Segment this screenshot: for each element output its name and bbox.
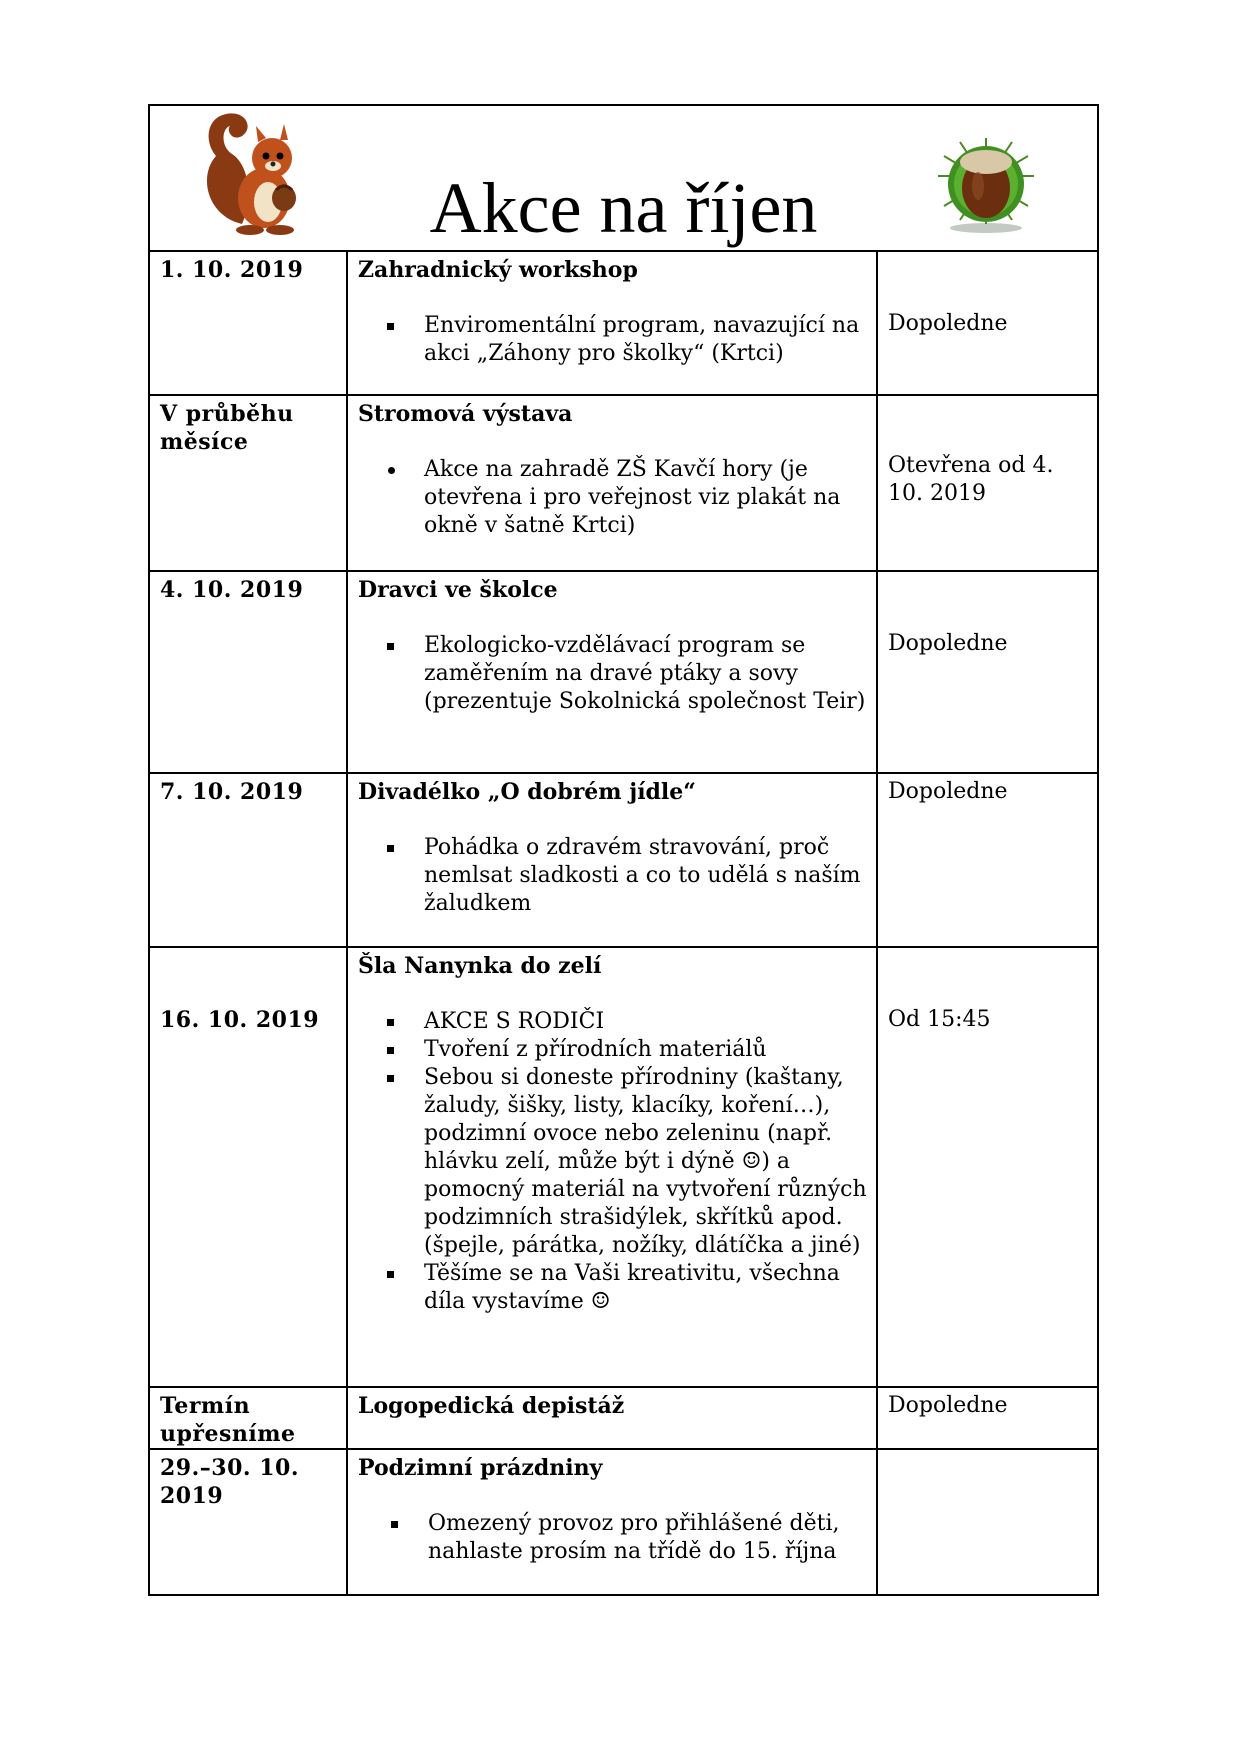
event-time: Dopoledne <box>888 311 1008 336</box>
event-details <box>348 1510 868 1566</box>
chestnut-icon <box>930 136 1042 236</box>
event-title: Podzimní prázdniny <box>358 1455 603 1481</box>
event-time: Otevřena od 4. 10. 2019 <box>888 453 1054 506</box>
event-time: Od 15:45 <box>888 1007 991 1032</box>
event-date: 16. 10. 2019 <box>160 1007 320 1033</box>
table-row <box>149 1449 1098 1595</box>
event-details <box>348 312 868 368</box>
table-row <box>149 395 1098 571</box>
events-table <box>148 104 1099 1596</box>
list-item: AKCE S RODIČI <box>424 1008 868 1036</box>
table-row <box>149 773 1098 947</box>
event-title: Dravci ve školce <box>358 577 558 603</box>
event-time: Dopoledne <box>888 779 1008 804</box>
event-date: Termín upřesníme <box>160 1393 296 1447</box>
table-row <box>149 251 1098 395</box>
event-time: Dopoledne <box>888 631 1008 656</box>
event-details <box>348 456 868 540</box>
table-row <box>149 947 1098 1387</box>
event-title: Divadélko „O dobrém jídle“ <box>358 779 696 805</box>
list-item: Omezený provoz pro přihlášené děti, nahlaste prosím na třídě do 15. října <box>428 1510 868 1566</box>
event-date: 4. 10. 2019 <box>160 577 304 603</box>
event-date: 1. 10. 2019 <box>160 257 304 283</box>
list-item: Ekologicko-vzdělávací program se zaměřením na dravé ptáky a sovy (prezentuje Sokolnická společnost Teir) <box>424 632 868 716</box>
list-item: Enviromentální program, navazující na akci „Záhony pro školky“ (Krtci) <box>424 312 868 368</box>
event-title: Zahradnický workshop <box>358 257 638 283</box>
table-row <box>149 571 1098 773</box>
header-row <box>149 105 1098 251</box>
event-details <box>348 632 868 716</box>
list-item: Těšíme se na Vaši kreativitu, všechna díla vystavíme ☺ <box>424 1260 868 1316</box>
list-item: Tvoření z přírodních materiálů <box>424 1036 868 1064</box>
event-details <box>348 1008 868 1316</box>
list-item: Pohádka o zdravém stravování, proč nemlsat sladkosti a co to udělá s naším žaludkem <box>424 834 868 918</box>
event-title: Šla Nanynka do zelí <box>358 953 602 979</box>
event-title: Logopedická depistáž <box>358 1393 625 1419</box>
event-date: V průběhu měsíce <box>160 401 294 455</box>
page-title: Akce na říjen <box>429 168 818 248</box>
event-schedule <box>148 104 1097 1596</box>
event-time: Dopoledne <box>888 1393 1008 1418</box>
event-date: 29.–30. 10. 2019 <box>160 1455 299 1509</box>
table-row <box>149 1387 1098 1449</box>
event-date: 7. 10. 2019 <box>160 779 304 805</box>
event-title: Stromová výstava <box>358 401 573 427</box>
event-details <box>348 834 868 918</box>
list-item: Akce na zahradě ZŠ Kavčí hory (je otevřena i pro veřejnost viz plakát na okně v šatně Krtci) <box>424 456 868 540</box>
header-cell <box>149 105 1098 251</box>
list-item: Sebou si doneste přírodniny (kaštany, žaludy, šišky, listy, klacíky, koření…), podzimní ovoce nebo zeleninu (např. hlávku zelí, může být i dýně ☺) a pomocný materiál na vytvoření různých podzimních strašidýlek, skřítků apod. (špejle, párátka, nožíky, dlátíčka a jiné) <box>424 1065 867 1258</box>
